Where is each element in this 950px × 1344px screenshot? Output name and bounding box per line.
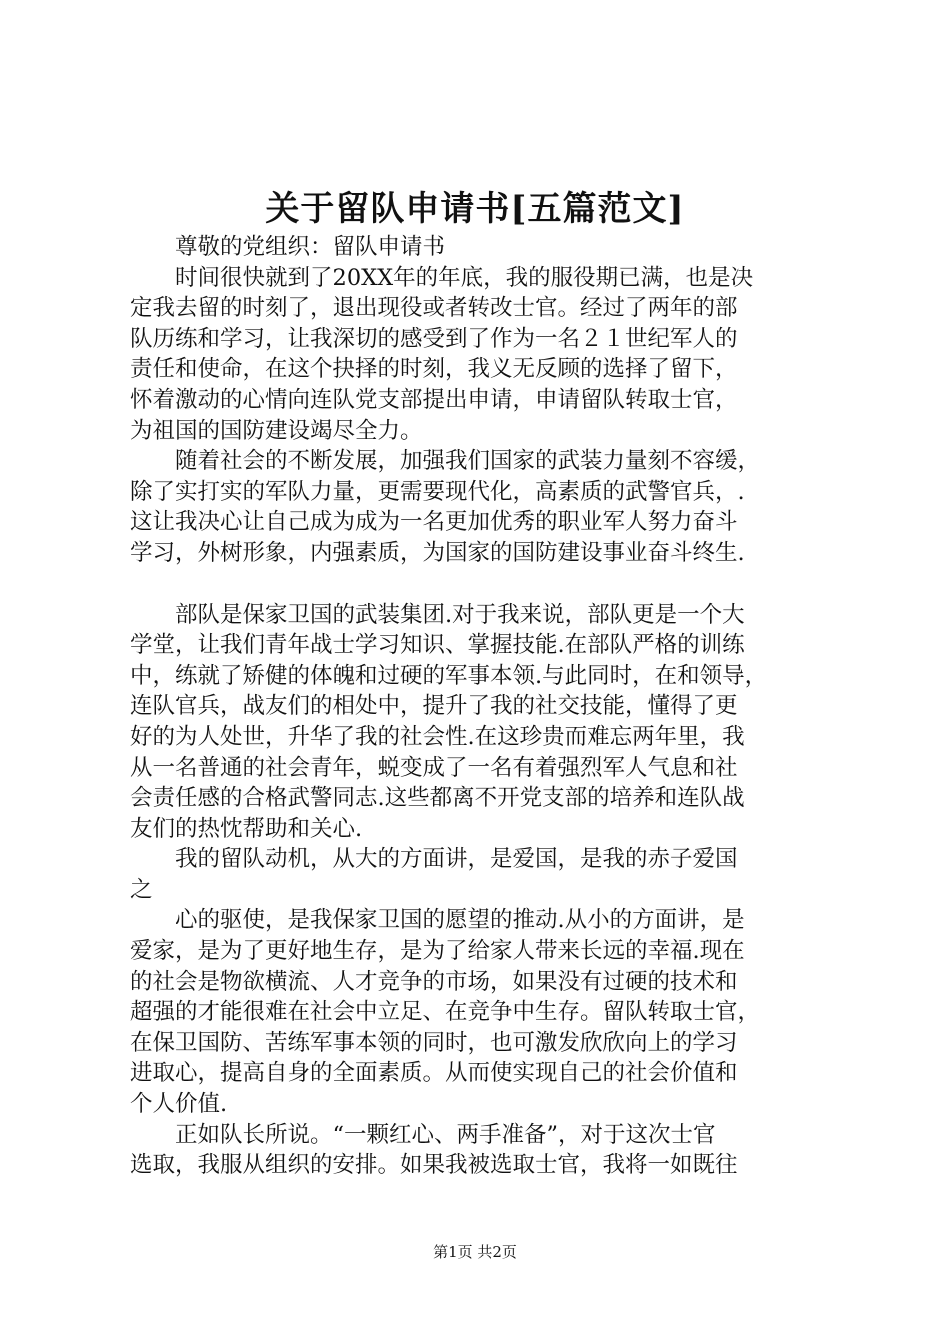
body-line: 正如队长所说。“一颗红心、两手准备”，对于这次士官 (130, 1121, 716, 1148)
body-line: 学习，外树形象，内强素质，为国家的国防建设事业奋斗终生. (130, 539, 745, 566)
body-line: 个人价值. (130, 1091, 228, 1118)
body-line: 选取，我服从组织的安排。如果我被选取士官，我将一如既往 (130, 1152, 738, 1179)
body-line: 学堂，让我们青年战士学习知识、掌握技能.在部队严格的训练 (130, 632, 745, 659)
body-line: 中，练就了矫健的体魄和过硬的军事本领.与此同时，在和领导， (130, 662, 768, 689)
body-line: 好的为人处世，升华了我的社会性.在这珍贵而难忘两年里，我 (130, 723, 745, 750)
page-footer: 第1页 共2页 (433, 1243, 517, 1261)
document-title: 关于留队申请书[五篇范文] (265, 189, 685, 229)
body-line: 在保卫国防、苦练军事本领的同时，也可激发欣欣向上的学习 (130, 1029, 738, 1056)
body-line: 连队官兵，战友们的相处中，提升了我的社交技能，懂得了更 (130, 693, 738, 720)
body-line: 除了实打实的军队力量，更需要现代化，高素质的武警官兵，. (130, 478, 745, 505)
body-line: 从一名普通的社会青年，蜕变成了一名有着强烈军人气息和社 (130, 754, 738, 781)
body-line: 尊敬的党组织：留队申请书 (130, 234, 446, 260)
body-line: 爱家，是为了更好地生存，是为了给家人带来长远的幸福.现在 (130, 938, 745, 965)
body-line: 责任和使命，在这个抉择的时刻，我义无反顾的选择了留下， (130, 356, 738, 383)
body-line: 队历练和学习，让我深切的感受到了作为一名２１世纪军人的 (130, 325, 738, 352)
blank-line (130, 569, 835, 600)
body-line: 我的留队动机，从大的方面讲，是爱国，是我的赤子爱国 (130, 846, 738, 873)
document-body (130, 232, 835, 1181)
body-line: 定我去留的时刻了，退出现役或者转改士官。经过了两年的部 (130, 295, 738, 322)
body-line: 会责任感的合格武警同志.这些都离不开党支部的培养和连队战 (130, 785, 745, 812)
body-line: 为祖国的国防建设竭尽全力。 (130, 417, 423, 444)
body-line: 之 (130, 876, 153, 903)
body-line: 的社会是物欲横流、人才竞争的市场，如果没有过硬的技术和 (130, 968, 738, 995)
body-line: 部队是保家卫国的武装集团.对于我来说，部队更是一个大 (130, 601, 745, 628)
body-line: 心的驱使，是我保家卫国的愿望的推动.从小的方面讲，是 (130, 907, 745, 934)
body-line: 随着社会的不断发展，加强我们国家的武装力量刻不容缓， (130, 448, 761, 475)
body-line: 这让我决心让自己成为成为一名更加优秀的职业军人努力奋斗 (130, 509, 738, 536)
body-line: 进取心，提高自身的全面素质。从而使实现自己的社会价值和 (130, 1060, 738, 1087)
body-line: 友们的热忱帮助和关心. (130, 815, 363, 842)
body-line: 怀着激动的心情向连队党支部提出申请，申请留队转取士官， (130, 386, 738, 413)
body-line: 时间很快就到了20XX年的年底，我的服役期已满，也是决 (130, 264, 754, 291)
body-line: 超强的才能很难在社会中立足、在竞争中生存。留队转取士官， (130, 999, 761, 1026)
